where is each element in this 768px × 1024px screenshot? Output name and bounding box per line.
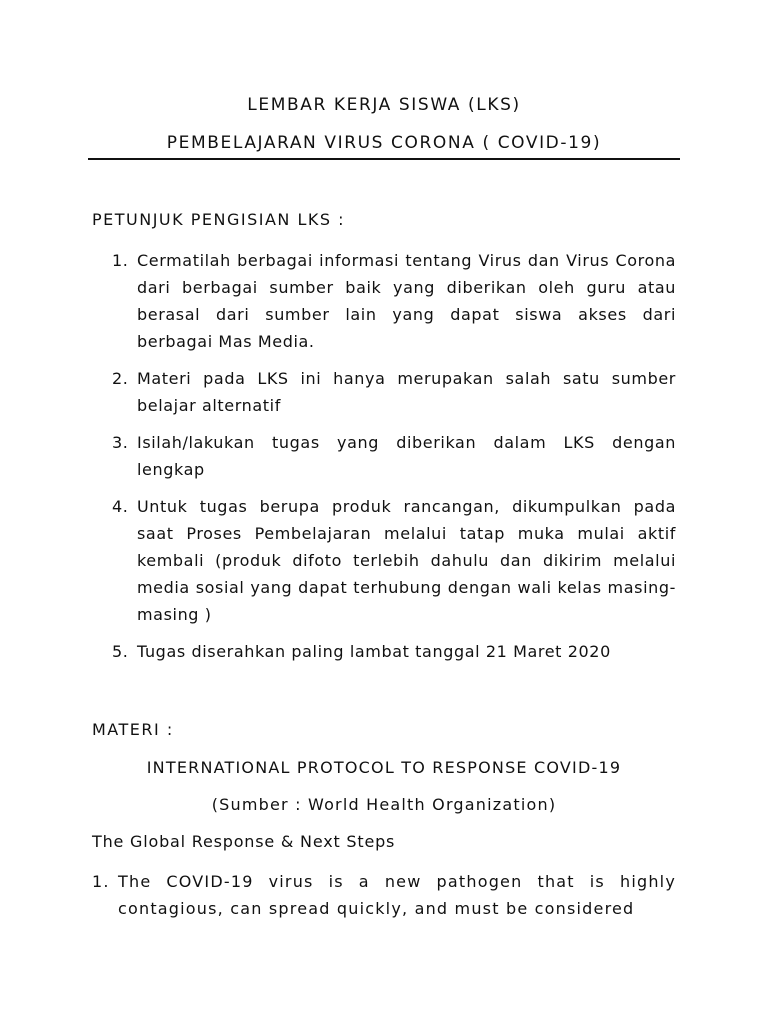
materi-subheading: The Global Response & Next Steps [92,832,396,851]
instruction-item [112,365,676,419]
materi-source: (Sumber : World Health Organization) [211,795,557,814]
instruction-text: Tugas diserahkan paling lambat tanggal 21 Maret 2020 [137,642,611,661]
instructions-list [112,247,676,675]
instruction-item [112,429,676,483]
materi-heading: MATERI : [92,720,174,739]
instruction-item [112,247,676,355]
materi-number: 1. [92,872,110,891]
materi-title: INTERNATIONAL PROTOCOL TO RESPONSE COVID-19 [146,758,622,777]
instruction-number: 2. [112,369,129,388]
instruction-text: Cermatilah berbagai informasi tentang Virus dan Virus Corona dari berbagai sumber baik yang diberikan oleh guru atau berasal dari sumber lain yang dapat siswa akses dari berbagai Mas Media. [137,251,676,351]
document-title: LEMBAR KERJA SISWA (LKS) [247,95,521,115]
instruction-text: Isilah/lakukan tugas yang diberikan dalam LKS dengan lengkap [137,433,676,479]
instruction-number: 3. [112,433,129,452]
instruction-text: Untuk tugas berupa produk rancangan, dikumpulkan pada saat Proses Pembelajaran melalui tatap muka mulai aktif kembali (produk difoto terlebih dahulu dan dikirim melalui media sosial yang dapat terhubung dengan wali kelas masing-masing ) [137,497,676,624]
instruction-item [112,638,676,665]
materi-text: The COVID-19 virus is a new pathogen that is highly contagious, can spread quickly, and must be considered [118,872,676,918]
instruction-number: 4. [112,497,129,516]
instruction-number: 5. [112,642,129,661]
instruction-text: Materi pada LKS ini hanya merupakan salah satu sumber belajar alternatif [137,369,676,415]
materi-item [92,868,676,922]
instruction-item [112,493,676,628]
instruction-number: 1. [112,251,129,270]
document-subtitle: PEMBELAJARAN VIRUS CORONA ( COVID-19) [166,133,602,153]
title-divider [88,158,680,160]
materi-list [92,868,676,922]
instructions-heading: PETUNJUK PENGISIAN LKS : [92,210,345,229]
